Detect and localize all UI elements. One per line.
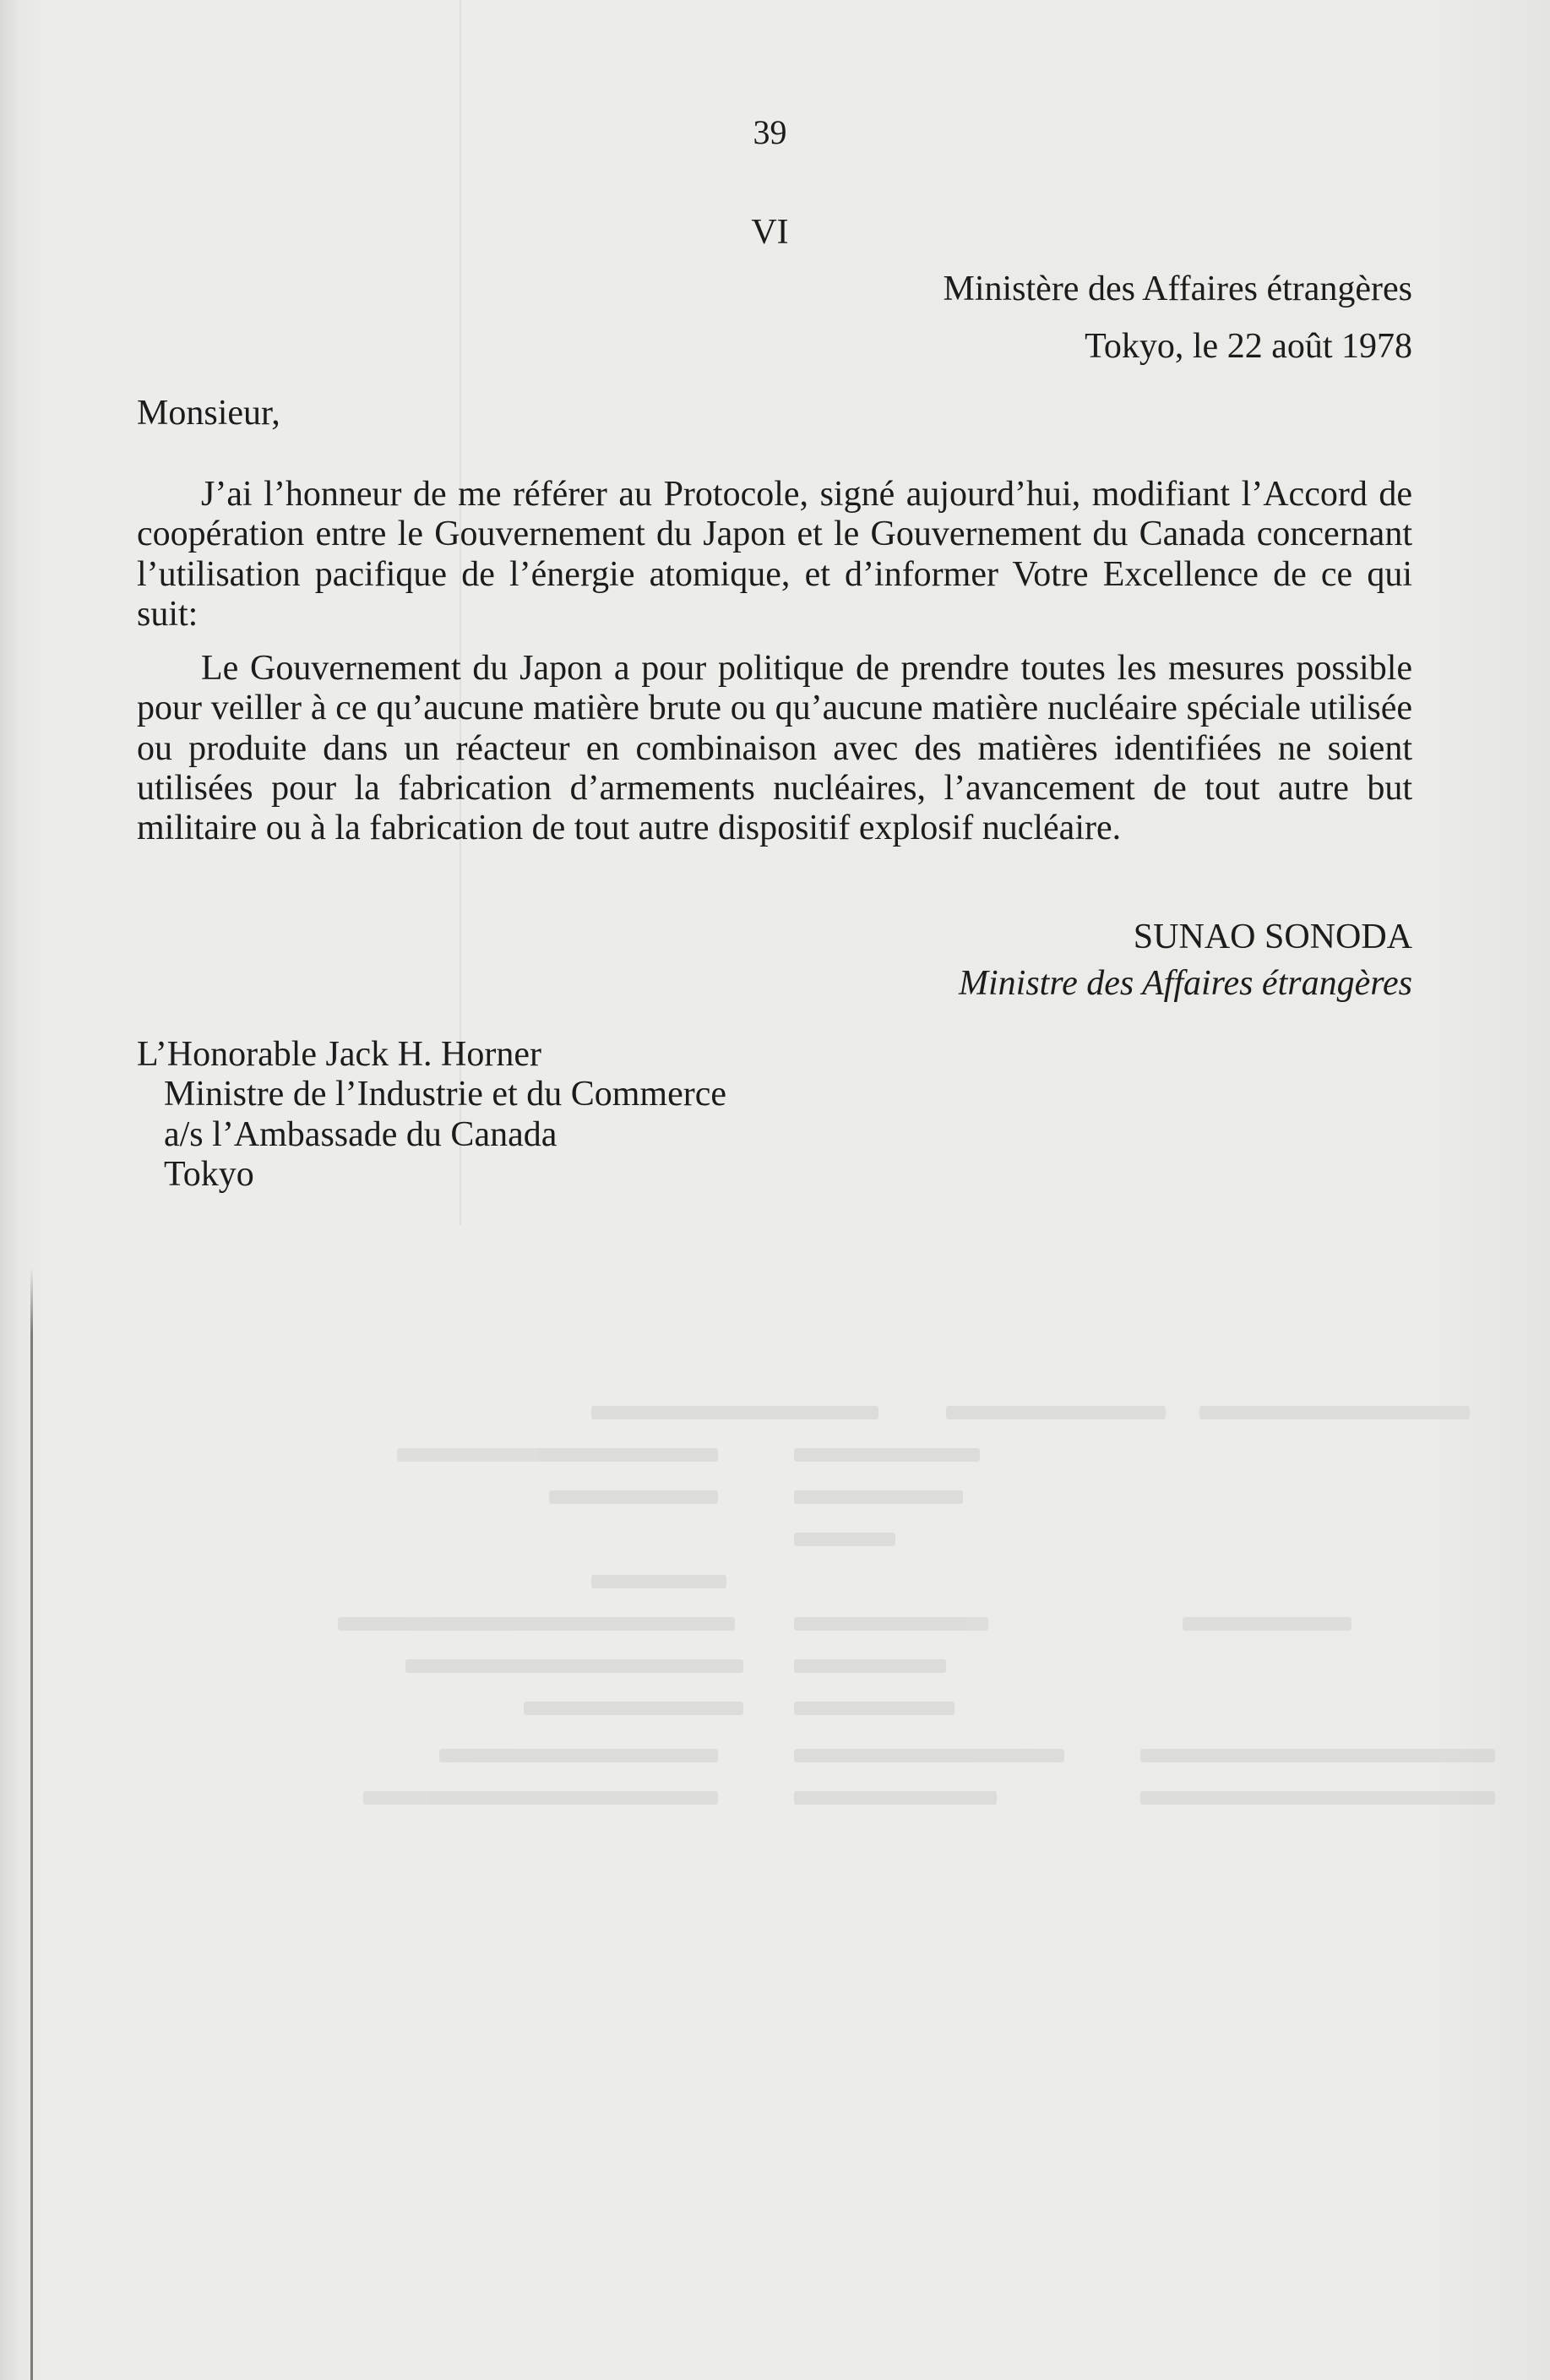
salutation: Monsieur, bbox=[137, 394, 280, 433]
show-through-text bbox=[0, 1352, 1550, 1825]
signatory-name: SUNAO SONODA bbox=[1133, 918, 1412, 956]
addressee-name: L’Honorable Jack H. Horner bbox=[137, 1035, 541, 1074]
body-paragraph-2: Le Gouvernement du Japon a pour politique de prendre toutes les mesures possible pour veiller à ce qu’aucune matière brute ou qu’aucune matière nucléaire spéciale utilisée ou produite dans un réacteur en combinaison avec des matières identifiées ne soient utilisées pour la fabrication d’armements nucléaires, l’avancement de tout autre but militaire ou à la fabrication de tout autre dispositif explosif nucléaire. bbox=[137, 649, 1412, 848]
addressee-title: Ministre de l’Industrie et du Commerce bbox=[164, 1075, 726, 1114]
section-number: VI bbox=[751, 213, 789, 252]
sender-ministry: Ministère des Affaires étrangères bbox=[943, 270, 1412, 308]
addressee-care-of: a/s l’Ambassade du Canada bbox=[164, 1114, 557, 1154]
sender-place-date: Tokyo, le 22 août 1978 bbox=[1085, 327, 1412, 366]
signatory-title: Ministre des Affaires étrangères bbox=[959, 964, 1412, 1003]
addressee-city: Tokyo bbox=[164, 1154, 254, 1194]
body-paragraph-1: J’ai l’honneur de me référer au Protocole, signé aujourd’hui, modifiant l’Accord de coopération entre le Gouvernement du Japon et le Gouvernement du Canada concernant l’utilisation pacifique de l’énergie atomique, et d’informer Votre Excellence de ce qui suit: bbox=[137, 475, 1412, 634]
addressee-block bbox=[137, 1035, 726, 1195]
page-number: 39 bbox=[753, 113, 787, 151]
